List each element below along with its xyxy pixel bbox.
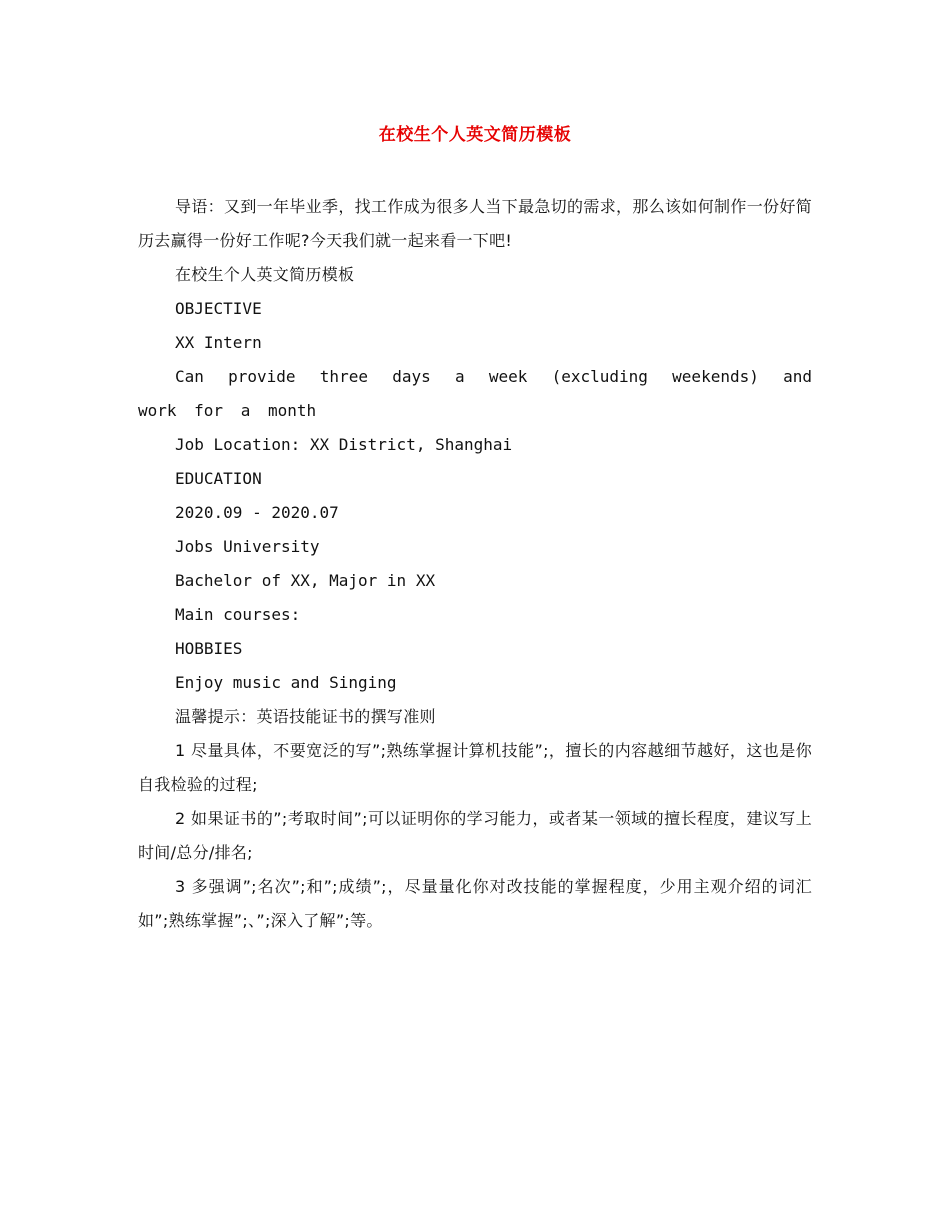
paragraph-tip-3: 3 多强调”;名次”;和”;成绩”;，尽量量化你对改技能的掌握程度，少用主观介绍的词汇如”;熟练掌握”;、”;深入了解”;等。 bbox=[138, 877, 812, 930]
paragraph-courses: Main courses: bbox=[175, 605, 301, 624]
paragraph-education-heading: EDUCATION bbox=[175, 469, 262, 488]
paragraph-hobbies: Enjoy music and Singing bbox=[175, 673, 397, 692]
paragraph-university: Jobs University bbox=[175, 537, 320, 556]
paragraph-degree: Bachelor of XX, Major in XX bbox=[175, 571, 436, 590]
paragraph-dates: 2020.09 - 2020.07 bbox=[175, 503, 339, 522]
paragraph-tips-heading: 温馨提示：英语技能证书的撰写准则 bbox=[175, 707, 436, 726]
paragraph-position: XX Intern bbox=[175, 333, 262, 352]
document-body bbox=[138, 190, 812, 938]
paragraph-hobbies-heading: HOBBIES bbox=[175, 639, 243, 658]
paragraph-objective-heading: OBJECTIVE bbox=[175, 299, 262, 318]
paragraph-tip-2: 2 如果证书的”;考取时间”;可以证明你的学习能力，或者某一领域的擅长程度，建议写上时间/总分/排名; bbox=[138, 809, 812, 862]
paragraph-tip-1: 1 尽量具体，不要宽泛的写”;熟练掌握计算机技能”;，擅长的内容越细节越好，这也是你自我检验的过程; bbox=[138, 741, 812, 794]
paragraph-intro: 导语：又到一年毕业季，找工作成为很多人当下最急切的需求，那么该如何制作一份好简历去赢得一份好工作呢?今天我们就一起来看一下吧! bbox=[138, 197, 812, 250]
paragraph-subtitle: 在校生个人英文简历模板 bbox=[175, 265, 355, 284]
paragraph-location: Job Location: XX District, Shanghai bbox=[175, 435, 513, 454]
document-title: 在校生个人英文简历模板 bbox=[378, 125, 572, 145]
paragraph-availability: Can provide three days a week (excluding weekends) and work for a month bbox=[138, 367, 812, 420]
